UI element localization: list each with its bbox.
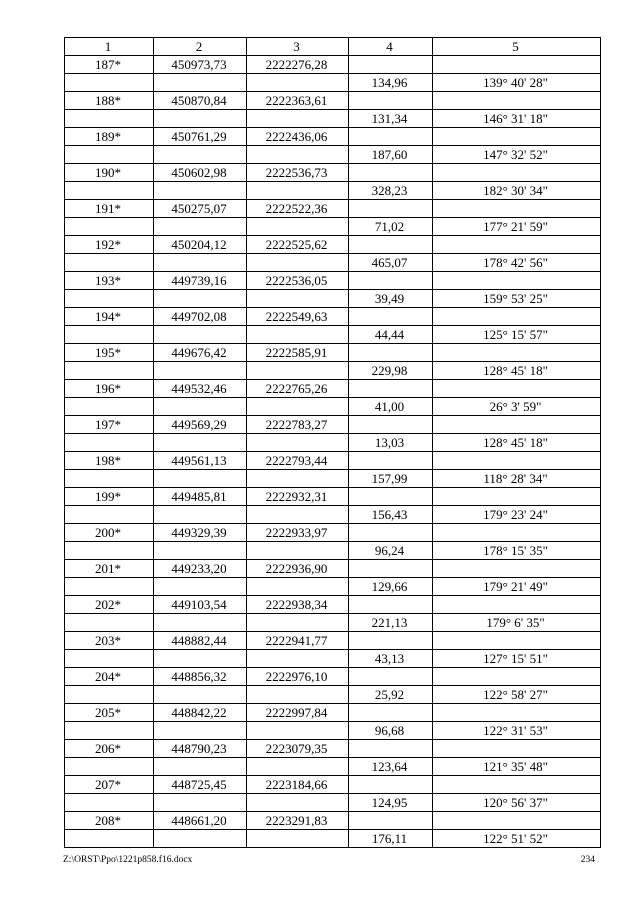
table-cell: 2222536,05 xyxy=(247,272,349,290)
table-cell xyxy=(433,452,601,470)
column-header: 3 xyxy=(247,38,349,56)
table-cell: 43,13 xyxy=(349,650,433,668)
file-path: Z:\ORST\Ppo\1221p858.f16.docx xyxy=(63,855,193,865)
table-cell xyxy=(349,128,433,146)
table-cell xyxy=(247,254,349,272)
table-cell: 176,11 xyxy=(349,830,433,848)
table-row xyxy=(65,218,601,236)
table-cell xyxy=(65,614,154,632)
table-cell xyxy=(65,398,154,416)
table-cell xyxy=(247,650,349,668)
table-cell: 450204,12 xyxy=(154,236,247,254)
table-cell xyxy=(65,470,154,488)
table-cell: 196* xyxy=(65,380,154,398)
table-row xyxy=(65,182,601,200)
table-cell: 199* xyxy=(65,488,154,506)
column-header: 2 xyxy=(154,38,247,56)
table-row xyxy=(65,560,601,578)
table-cell xyxy=(247,470,349,488)
table-cell xyxy=(65,182,154,200)
table-cell xyxy=(349,380,433,398)
table-cell xyxy=(433,812,601,830)
table-cell xyxy=(65,254,154,272)
table-cell: 2222938,34 xyxy=(247,596,349,614)
table-cell xyxy=(433,92,601,110)
table-cell xyxy=(247,578,349,596)
table-cell xyxy=(65,74,154,92)
table-cell: 448661,20 xyxy=(154,812,247,830)
table-cell xyxy=(154,758,247,776)
table-cell: 122° 31' 53" xyxy=(433,722,601,740)
table-cell xyxy=(65,290,154,308)
table-cell xyxy=(65,722,154,740)
table-cell xyxy=(154,326,247,344)
table-row xyxy=(65,434,601,452)
table-cell xyxy=(65,218,154,236)
table-cell xyxy=(247,758,349,776)
page-number: 234 xyxy=(580,855,595,865)
table-cell: 129,66 xyxy=(349,578,433,596)
table-cell: 195* xyxy=(65,344,154,362)
table-cell: 178° 42' 56" xyxy=(433,254,601,272)
table-cell xyxy=(247,398,349,416)
table-cell: 448842,22 xyxy=(154,704,247,722)
table-cell xyxy=(433,416,601,434)
table-cell: 125° 15' 57" xyxy=(433,326,601,344)
table-cell xyxy=(247,794,349,812)
table-row xyxy=(65,650,601,668)
table-cell xyxy=(433,632,601,650)
table-cell xyxy=(65,578,154,596)
table-cell: 2223079,35 xyxy=(247,740,349,758)
table-cell xyxy=(433,740,601,758)
table-cell xyxy=(154,398,247,416)
table-row xyxy=(65,740,601,758)
table-cell: 450761,29 xyxy=(154,128,247,146)
table-cell: 449569,29 xyxy=(154,416,247,434)
table-cell xyxy=(433,596,601,614)
table-cell xyxy=(65,758,154,776)
table-cell: 328,23 xyxy=(349,182,433,200)
table-cell: 127° 15' 51" xyxy=(433,650,601,668)
table-cell xyxy=(349,56,433,74)
table-cell: 71,02 xyxy=(349,218,433,236)
table-cell: 449329,39 xyxy=(154,524,247,542)
table-cell: 193* xyxy=(65,272,154,290)
table-row xyxy=(65,794,601,812)
table-cell xyxy=(247,614,349,632)
table-cell xyxy=(247,542,349,560)
table-cell xyxy=(349,524,433,542)
table-cell: 449532,46 xyxy=(154,380,247,398)
table-cell: 2222997,84 xyxy=(247,704,349,722)
table-row xyxy=(65,686,601,704)
table-cell: 2222765,26 xyxy=(247,380,349,398)
table-row xyxy=(65,128,601,146)
table-cell xyxy=(349,416,433,434)
table-cell: 197* xyxy=(65,416,154,434)
table-row xyxy=(65,272,601,290)
table-cell xyxy=(65,326,154,344)
column-header: 4 xyxy=(349,38,433,56)
table-cell: 449739,16 xyxy=(154,272,247,290)
table-cell xyxy=(349,200,433,218)
table-cell: 2222436,06 xyxy=(247,128,349,146)
table-cell: 450973,73 xyxy=(154,56,247,74)
table-cell: 2222363,61 xyxy=(247,92,349,110)
table-cell xyxy=(433,308,601,326)
table-cell: 139° 40' 28" xyxy=(433,74,601,92)
table-cell xyxy=(433,344,601,362)
table-cell xyxy=(433,236,601,254)
table-cell: 120° 56' 37" xyxy=(433,794,601,812)
table-cell xyxy=(349,632,433,650)
table-cell: 2222522,36 xyxy=(247,200,349,218)
table-cell xyxy=(247,218,349,236)
table-cell xyxy=(154,542,247,560)
table-cell xyxy=(433,164,601,182)
table-row xyxy=(65,326,601,344)
table-cell xyxy=(154,722,247,740)
table-cell: 122° 51' 52" xyxy=(433,830,601,848)
table-row xyxy=(65,704,601,722)
table-cell xyxy=(433,200,601,218)
table-cell xyxy=(154,74,247,92)
table-cell xyxy=(433,380,601,398)
table-cell: 2222932,31 xyxy=(247,488,349,506)
table-header-row xyxy=(65,38,601,56)
table-cell xyxy=(65,794,154,812)
table-cell: 2222933,97 xyxy=(247,524,349,542)
table-cell xyxy=(154,218,247,236)
table-cell: 449233,20 xyxy=(154,560,247,578)
table-cell: 25,92 xyxy=(349,686,433,704)
table-cell: 96,24 xyxy=(349,542,433,560)
table-cell: 207* xyxy=(65,776,154,794)
table-cell xyxy=(247,146,349,164)
table-cell: 159° 53' 25" xyxy=(433,290,601,308)
table-row xyxy=(65,56,601,74)
table-cell: 189* xyxy=(65,128,154,146)
table-cell: 187* xyxy=(65,56,154,74)
table-cell xyxy=(433,272,601,290)
table-cell: 156,43 xyxy=(349,506,433,524)
table-cell: 2222549,63 xyxy=(247,308,349,326)
table-cell xyxy=(154,794,247,812)
table-row xyxy=(65,524,601,542)
table-cell xyxy=(349,560,433,578)
table-cell: 157,99 xyxy=(349,470,433,488)
table-cell: 147° 32' 52" xyxy=(433,146,601,164)
table-cell: 2222276,28 xyxy=(247,56,349,74)
table-cell xyxy=(349,236,433,254)
table-cell xyxy=(349,344,433,362)
table-cell: 178° 15' 35" xyxy=(433,542,601,560)
table-cell: 2222783,27 xyxy=(247,416,349,434)
table-cell: 229,98 xyxy=(349,362,433,380)
table-row xyxy=(65,362,601,380)
table-row xyxy=(65,452,601,470)
table-cell xyxy=(247,362,349,380)
table-cell: 194* xyxy=(65,308,154,326)
table-cell: 449103,54 xyxy=(154,596,247,614)
table-cell: 2222536,73 xyxy=(247,164,349,182)
table-cell: 200* xyxy=(65,524,154,542)
table-cell xyxy=(154,110,247,128)
table-cell: 41,00 xyxy=(349,398,433,416)
table-cell xyxy=(349,488,433,506)
table-cell: 128° 45' 18" xyxy=(433,362,601,380)
table-cell: 208* xyxy=(65,812,154,830)
table-cell xyxy=(154,146,247,164)
table-cell: 2222585,91 xyxy=(247,344,349,362)
table-cell: 44,44 xyxy=(349,326,433,344)
table-cell xyxy=(154,290,247,308)
table-cell: 190* xyxy=(65,164,154,182)
table-row xyxy=(65,398,601,416)
table-cell: 448725,45 xyxy=(154,776,247,794)
table-cell: 131,34 xyxy=(349,110,433,128)
table-cell xyxy=(349,596,433,614)
table-cell: 204* xyxy=(65,668,154,686)
table-cell: 2222936,90 xyxy=(247,560,349,578)
table-cell: 124,95 xyxy=(349,794,433,812)
table-cell: 182° 30' 34" xyxy=(433,182,601,200)
table-cell xyxy=(247,434,349,452)
table-cell: 205* xyxy=(65,704,154,722)
table-cell: 123,64 xyxy=(349,758,433,776)
table-cell: 450602,98 xyxy=(154,164,247,182)
table-cell: 449702,08 xyxy=(154,308,247,326)
table-row xyxy=(65,614,601,632)
table-cell: 146° 31' 18" xyxy=(433,110,601,128)
table-cell xyxy=(247,686,349,704)
table-row xyxy=(65,92,601,110)
table-cell: 450275,07 xyxy=(154,200,247,218)
table-cell xyxy=(247,74,349,92)
table-cell xyxy=(433,776,601,794)
table-cell: 26° 3' 59" xyxy=(433,398,601,416)
table-row xyxy=(65,506,601,524)
table-cell xyxy=(349,164,433,182)
table-row xyxy=(65,416,601,434)
table-cell xyxy=(65,434,154,452)
table-cell: 2223184,66 xyxy=(247,776,349,794)
table-cell xyxy=(65,146,154,164)
table-row xyxy=(65,632,601,650)
table-cell: 118° 28' 34" xyxy=(433,470,601,488)
table-row xyxy=(65,776,601,794)
table-cell: 121° 35' 48" xyxy=(433,758,601,776)
table-cell: 2222525,62 xyxy=(247,236,349,254)
table-cell: 206* xyxy=(65,740,154,758)
table-cell xyxy=(433,560,601,578)
table-row xyxy=(65,254,601,272)
table-row xyxy=(65,830,601,848)
table-cell: 465,07 xyxy=(349,254,433,272)
table-cell: 448856,32 xyxy=(154,668,247,686)
table-cell xyxy=(349,704,433,722)
table-cell: 198* xyxy=(65,452,154,470)
table-cell: 134,96 xyxy=(349,74,433,92)
table-cell xyxy=(247,830,349,848)
table-cell xyxy=(433,668,601,686)
table-cell: 191* xyxy=(65,200,154,218)
table-row xyxy=(65,290,601,308)
table-row xyxy=(65,470,601,488)
table-cell: 179° 23' 24" xyxy=(433,506,601,524)
table-cell: 96,68 xyxy=(349,722,433,740)
table-row xyxy=(65,74,601,92)
table-cell xyxy=(154,434,247,452)
table-cell: 177° 21' 59" xyxy=(433,218,601,236)
table-cell: 188* xyxy=(65,92,154,110)
table-row xyxy=(65,596,601,614)
table-cell: 39,49 xyxy=(349,290,433,308)
table-row xyxy=(65,110,601,128)
table-cell xyxy=(154,254,247,272)
table-row xyxy=(65,308,601,326)
table-cell: 2223291,83 xyxy=(247,812,349,830)
table-cell: 201* xyxy=(65,560,154,578)
table-cell xyxy=(247,182,349,200)
coordinates-table xyxy=(64,37,601,848)
table-cell: 187,60 xyxy=(349,146,433,164)
table-cell xyxy=(349,452,433,470)
table-cell xyxy=(65,686,154,704)
table-cell xyxy=(154,650,247,668)
table-row xyxy=(65,668,601,686)
table-cell xyxy=(65,542,154,560)
table-cell xyxy=(154,614,247,632)
table-row xyxy=(65,236,601,254)
table-cell: 448882,44 xyxy=(154,632,247,650)
table-cell xyxy=(247,110,349,128)
table-cell xyxy=(433,524,601,542)
table-cell xyxy=(154,182,247,200)
table-row xyxy=(65,758,601,776)
table-cell: 449561,13 xyxy=(154,452,247,470)
table-row xyxy=(65,722,601,740)
table-cell xyxy=(65,650,154,668)
table-row xyxy=(65,488,601,506)
table-cell xyxy=(65,110,154,128)
table-cell xyxy=(247,722,349,740)
table-cell xyxy=(349,776,433,794)
table-cell xyxy=(247,290,349,308)
table-cell xyxy=(433,56,601,74)
table-cell xyxy=(154,578,247,596)
table-cell: 179° 21' 49" xyxy=(433,578,601,596)
table-cell: 2222976,10 xyxy=(247,668,349,686)
table-cell: 192* xyxy=(65,236,154,254)
table-cell xyxy=(247,326,349,344)
table-cell: 221,13 xyxy=(349,614,433,632)
table-cell xyxy=(349,272,433,290)
table-cell xyxy=(154,686,247,704)
table-cell: 448790,23 xyxy=(154,740,247,758)
table-cell xyxy=(154,506,247,524)
table-cell xyxy=(247,506,349,524)
table-cell xyxy=(433,128,601,146)
table-row xyxy=(65,380,601,398)
table-row xyxy=(65,542,601,560)
table-cell xyxy=(65,362,154,380)
table-cell: 128° 45' 18" xyxy=(433,434,601,452)
table-body xyxy=(65,56,601,848)
table-row xyxy=(65,164,601,182)
table-cell: 13,03 xyxy=(349,434,433,452)
table-cell xyxy=(154,830,247,848)
table-cell: 122° 58' 27" xyxy=(433,686,601,704)
table-cell: 2222793,44 xyxy=(247,452,349,470)
table-row xyxy=(65,200,601,218)
table-row xyxy=(65,344,601,362)
table-cell xyxy=(349,668,433,686)
table-cell xyxy=(433,488,601,506)
table-cell: 450870,84 xyxy=(154,92,247,110)
table-cell: 203* xyxy=(65,632,154,650)
table-cell xyxy=(65,506,154,524)
table-cell: 449485,81 xyxy=(154,488,247,506)
table-cell xyxy=(65,830,154,848)
table-row xyxy=(65,146,601,164)
table-cell xyxy=(433,704,601,722)
column-header: 1 xyxy=(65,38,154,56)
table-cell: 202* xyxy=(65,596,154,614)
column-header: 5 xyxy=(433,38,601,56)
table-cell: 449676,42 xyxy=(154,344,247,362)
table-cell: 179° 6' 35" xyxy=(433,614,601,632)
table-row xyxy=(65,812,601,830)
table-cell xyxy=(154,470,247,488)
table-cell: 2222941,77 xyxy=(247,632,349,650)
table-cell xyxy=(154,362,247,380)
table-cell xyxy=(349,308,433,326)
table-row xyxy=(65,578,601,596)
table-cell xyxy=(349,740,433,758)
table-cell xyxy=(349,812,433,830)
table-cell xyxy=(349,92,433,110)
